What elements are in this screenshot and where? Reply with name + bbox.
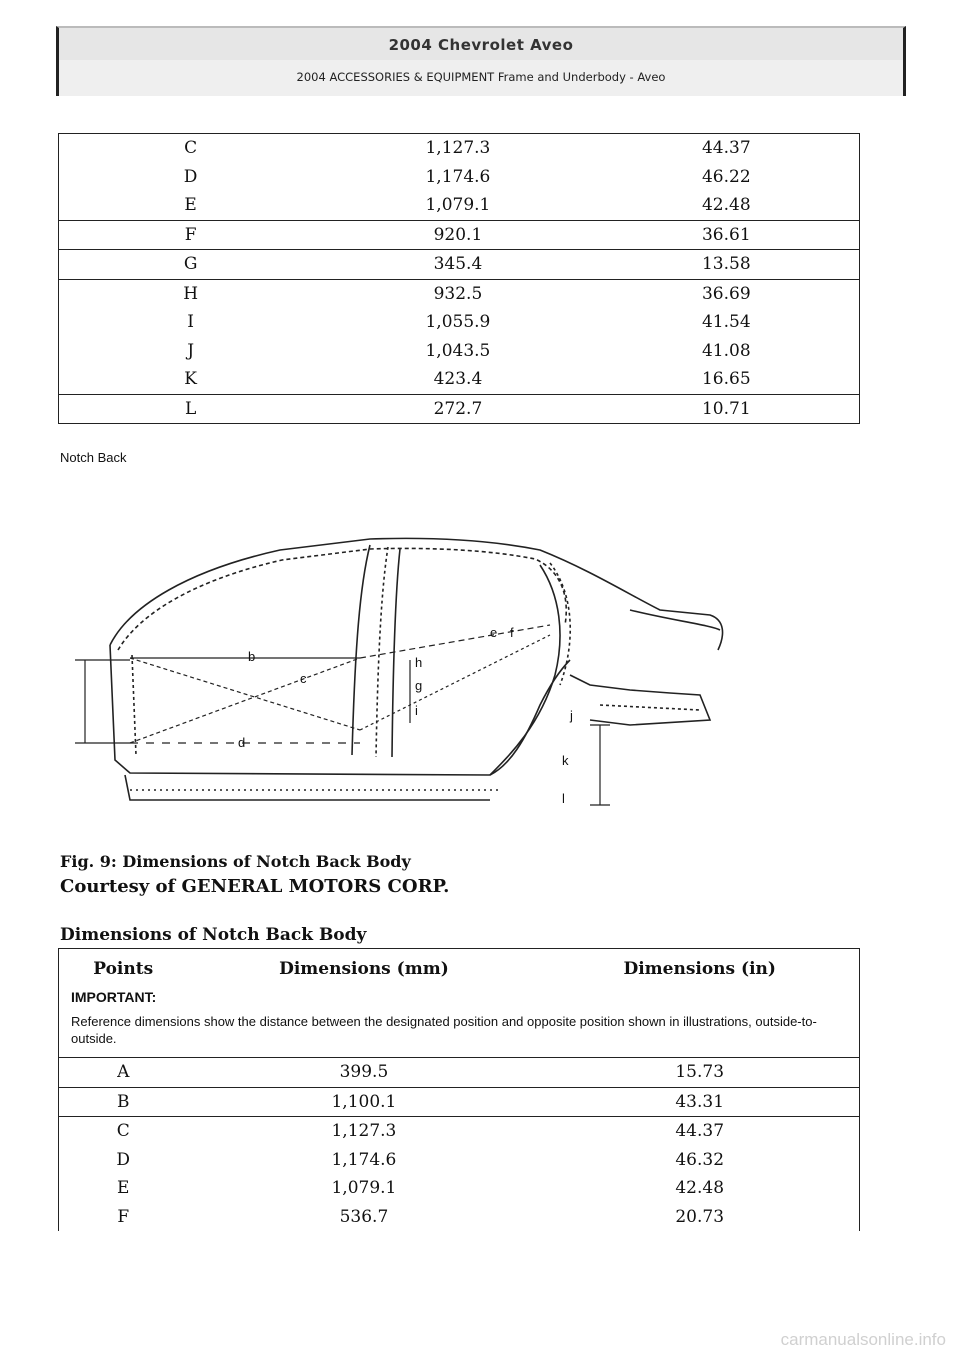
note-cell bbox=[59, 989, 860, 1058]
dim-label-d: d bbox=[238, 735, 246, 750]
point-cell: E bbox=[117, 1178, 130, 1199]
mm-cell: 1,174.6 bbox=[331, 1149, 397, 1170]
note-row bbox=[59, 989, 860, 1058]
table-row bbox=[59, 1058, 860, 1088]
table-row bbox=[59, 365, 860, 394]
table-row bbox=[59, 250, 860, 280]
table-row bbox=[59, 1146, 860, 1175]
dimensions-table-continued bbox=[58, 133, 860, 424]
table-header-row bbox=[59, 949, 860, 990]
in-cell: 41.54 bbox=[701, 312, 751, 333]
in-cell: 16.65 bbox=[701, 369, 751, 390]
point-cell: J bbox=[187, 340, 195, 361]
in-cell: 44.37 bbox=[594, 134, 860, 163]
point-cell: L bbox=[59, 394, 323, 424]
table-row bbox=[59, 134, 860, 163]
point-cell: C bbox=[59, 1117, 188, 1146]
mm-cell: 1,043.5 bbox=[425, 340, 491, 361]
mm-cell: 345.4 bbox=[322, 250, 593, 280]
in-cell: 36.69 bbox=[594, 279, 860, 308]
figure-caption: Fig. 9: Dimensions of Notch Back Body bbox=[60, 852, 411, 871]
table-row bbox=[59, 191, 860, 220]
table-row bbox=[59, 394, 860, 424]
section-label: Notch Back bbox=[60, 450, 127, 465]
header-subtitle: 2004 ACCESSORIES & EQUIPMENT Frame and Underbody - Aveo bbox=[296, 70, 666, 84]
watermark: carmanualsonline.info bbox=[780, 1330, 946, 1349]
point-cell: I bbox=[187, 312, 194, 333]
dim-label-e: e bbox=[490, 625, 498, 640]
in-cell: 13.58 bbox=[594, 250, 860, 280]
point-cell: E bbox=[184, 195, 197, 216]
point-cell: G bbox=[59, 250, 323, 280]
in-cell: 15.73 bbox=[540, 1058, 859, 1088]
table-row bbox=[59, 308, 860, 337]
point-cell: D bbox=[183, 166, 198, 187]
dim-label-f: f bbox=[510, 625, 514, 640]
header-title-bar bbox=[56, 26, 906, 60]
header-points: Points bbox=[93, 959, 154, 979]
point-cell: D bbox=[116, 1149, 131, 1170]
in-cell: 43.31 bbox=[540, 1087, 859, 1117]
point-cell: H bbox=[59, 279, 323, 308]
mm-cell: 1,127.3 bbox=[187, 1117, 540, 1146]
mm-cell: 399.5 bbox=[187, 1058, 540, 1088]
mm-cell: 1,079.1 bbox=[331, 1178, 397, 1199]
mm-cell: 932.5 bbox=[322, 279, 593, 308]
in-cell: 46.32 bbox=[675, 1149, 725, 1170]
in-cell: 41.08 bbox=[701, 340, 751, 361]
mm-cell: 272.7 bbox=[322, 394, 593, 424]
dim-label-g: g bbox=[415, 678, 423, 693]
point-cell: B bbox=[59, 1087, 188, 1117]
in-cell: 42.48 bbox=[675, 1178, 725, 1199]
page-header bbox=[56, 26, 906, 98]
dim-label-c: c bbox=[300, 671, 307, 686]
in-cell: 10.71 bbox=[594, 394, 860, 424]
header-subtitle-bar bbox=[56, 60, 906, 96]
point-cell: C bbox=[59, 134, 323, 163]
mm-cell: 920.1 bbox=[322, 220, 593, 250]
mm-cell: 423.4 bbox=[433, 369, 483, 390]
mm-cell: 536.7 bbox=[339, 1206, 389, 1227]
notch-back-body-diagram bbox=[70, 525, 730, 815]
in-cell: 36.61 bbox=[594, 220, 860, 250]
dim-label-h: h bbox=[415, 655, 423, 670]
point-cell: F bbox=[117, 1206, 130, 1227]
header-title: 2004 Chevrolet Aveo bbox=[388, 36, 574, 54]
in-cell: 20.73 bbox=[675, 1206, 725, 1227]
in-cell: 42.48 bbox=[701, 195, 751, 216]
table-row bbox=[59, 279, 860, 308]
mm-cell: 1,055.9 bbox=[425, 312, 491, 333]
note-text: Reference dimensions show the distance between the designated position and opposite position shown in illustrations, outside-to-outside. bbox=[71, 1014, 817, 1046]
table-row bbox=[59, 1174, 860, 1203]
dim-label-l: l bbox=[562, 791, 565, 806]
point-cell: K bbox=[184, 369, 197, 390]
table-title: Dimensions of Notch Back Body bbox=[60, 925, 367, 945]
table-row bbox=[59, 337, 860, 366]
header-in: Dimensions (in) bbox=[623, 959, 776, 979]
in-cell: 46.22 bbox=[701, 166, 751, 187]
dim-label-b: b bbox=[248, 649, 256, 664]
dim-label-i: i bbox=[415, 703, 418, 718]
in-cell: 44.37 bbox=[540, 1117, 859, 1146]
table-row bbox=[59, 163, 860, 192]
point-cell: A bbox=[59, 1058, 188, 1088]
dimensions-table bbox=[58, 948, 860, 1231]
table-row bbox=[59, 1087, 860, 1117]
dim-label-k: k bbox=[562, 753, 569, 768]
mm-cell: 1,079.1 bbox=[425, 195, 491, 216]
figure-courtesy: Courtesy of GENERAL MOTORS CORP. bbox=[60, 876, 450, 897]
mm-cell: 1,174.6 bbox=[425, 166, 491, 187]
table-row bbox=[59, 1117, 860, 1146]
header-mm: Dimensions (mm) bbox=[279, 959, 449, 979]
mm-cell: 1,100.1 bbox=[187, 1087, 540, 1117]
table-row bbox=[59, 1203, 860, 1232]
table-row bbox=[59, 220, 860, 250]
mm-cell: 1,127.3 bbox=[322, 134, 593, 163]
dim-label-j: j bbox=[570, 708, 573, 723]
point-cell: F bbox=[59, 220, 323, 250]
note-title: IMPORTANT: bbox=[71, 989, 157, 1005]
